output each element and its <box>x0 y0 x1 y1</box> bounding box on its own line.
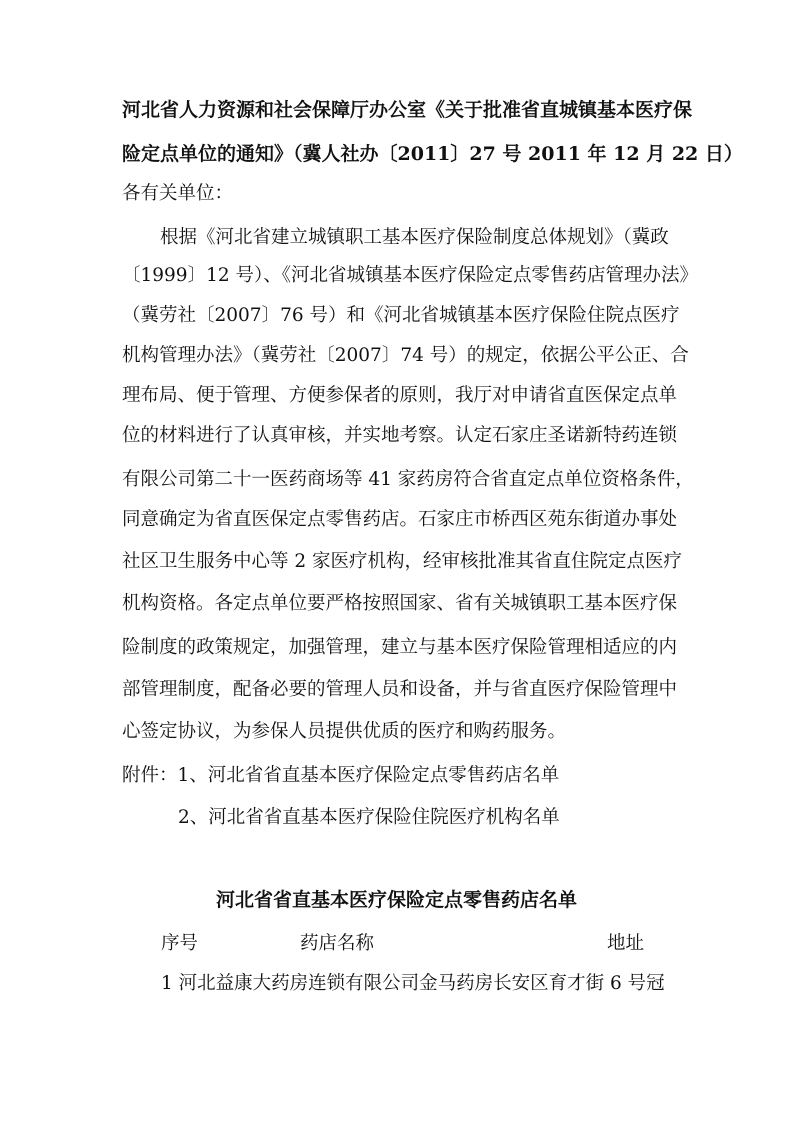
body-line: 有限公司第二十一医药商场等 41 家药房符合省直定点单位资格条件， <box>122 469 694 490</box>
body-line: 〔1999〕12 号）、《河北省城镇基本医疗保险定点零售药店管理办法》 <box>122 265 699 286</box>
list-title: 河北省省直基本医疗保险定点零售药店名单 <box>215 889 577 911</box>
body-line: 机构资格。各定点单位要严格按照国家、省有关城镇职工基本医疗保 <box>122 593 678 614</box>
body-line: 机构管理办法》（冀劳社〔2007〕74 号）的规定，依据公平公正、合 <box>122 345 689 366</box>
column-header-number: 序号 <box>161 933 199 954</box>
column-header-name: 药店名称 <box>300 933 375 954</box>
body-line: 同意确定为省直医保定点零售药店。石家庄市桥西区苑东街道办事处 <box>122 509 678 530</box>
body-line: 位的材料进行了认真审核，并实地考察。认定石家庄圣诺新特药连锁 <box>122 425 678 446</box>
body-line: 理布局、便于管理、方便参保者的原则，我厅对申请省直医保定点单 <box>122 385 678 406</box>
salutation: 各有关单位： <box>122 183 234 204</box>
table-row: 1 河北益康大药房连锁有限公司金马药房长安区育才街 6 号冠 <box>161 973 665 994</box>
attachment-line-1: 附件：1、河北省省直基本医疗保险定点零售药店名单 <box>122 765 560 786</box>
body-line: 心签定协议，为参保人员提供优质的医疗和购药服务。 <box>122 721 567 742</box>
document-title-line-1: 河北省人力资源和社会保障厅办公室《关于批准省直城镇基本医疗保 <box>122 99 693 121</box>
document-title-line-2: 险定点单位的通知》（冀人社办〔2011〕27 号 2011 年 12 月 22 日） <box>122 143 743 165</box>
attachment-line-2: 2、河北省省直基本医疗保险住院医疗机构名单 <box>178 807 560 828</box>
body-line: 部管理制度，配备必要的管理人员和设备，并与省直医疗保险管理中 <box>122 679 678 700</box>
body-line: 社区卫生服务中心等 2 家医疗机构，经审核批准其省直住院定点医疗 <box>122 551 683 572</box>
body-line: （冀劳社〔2007〕76 号）和《河北省城镇基本医疗保险住院点医疗 <box>122 305 680 326</box>
column-header-address: 地址 <box>607 933 645 954</box>
body-line: 险制度的政策规定，加强管理，建立与基本医疗保险管理相适应的内 <box>122 637 678 658</box>
body-line: 根据《河北省建立城镇职工基本医疗保险制度总体规划》（冀政 <box>160 227 669 248</box>
